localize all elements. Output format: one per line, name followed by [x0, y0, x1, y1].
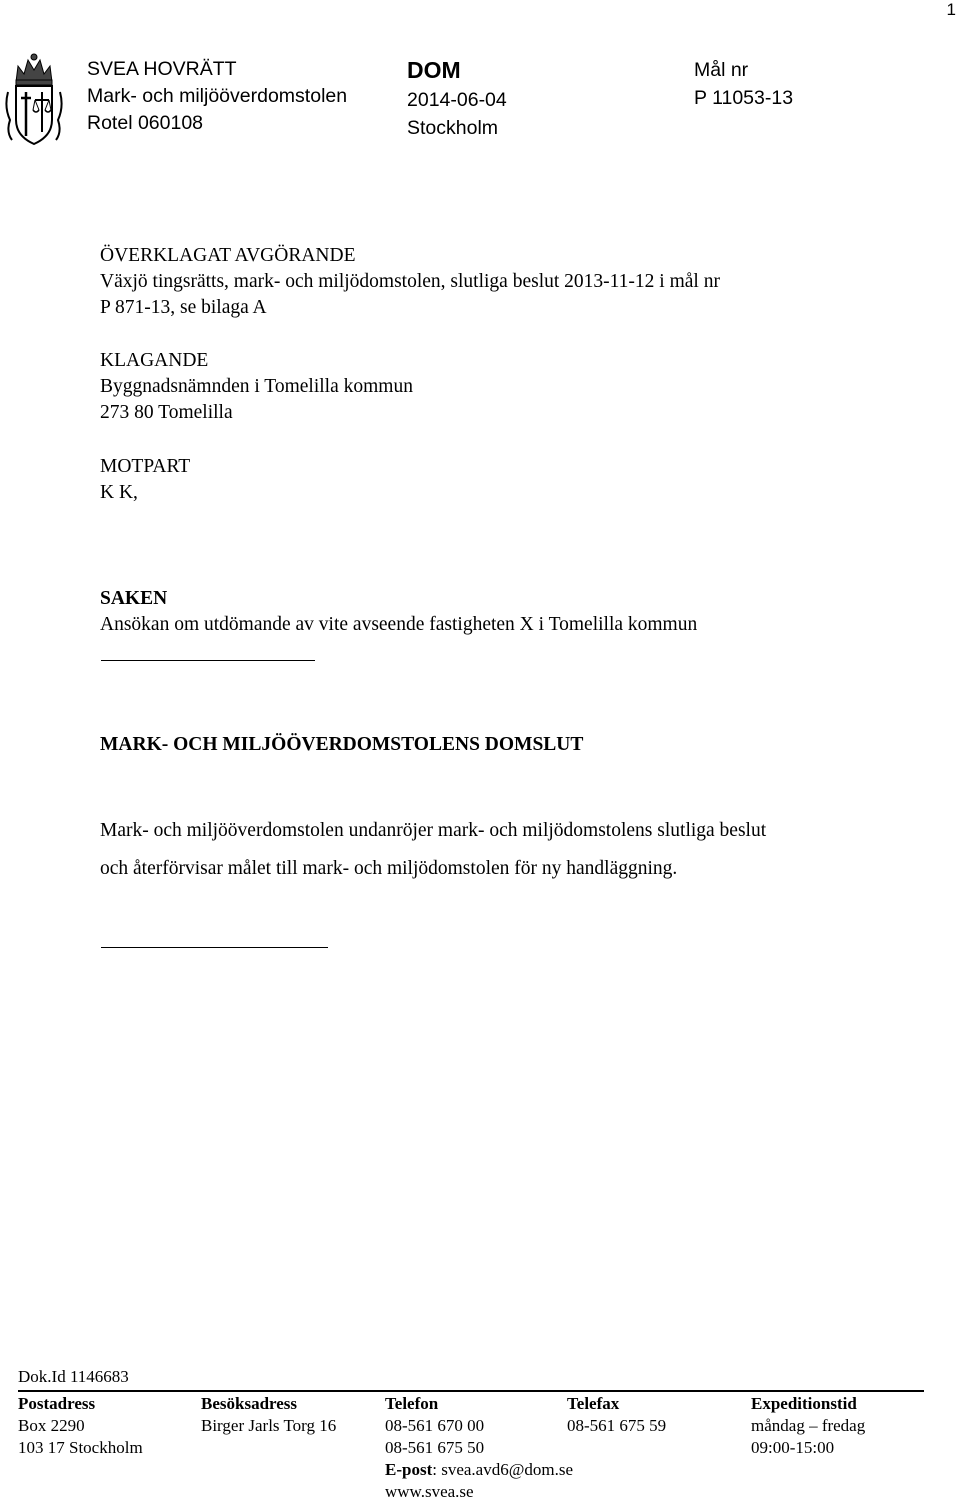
section-divider: [101, 660, 315, 661]
footer-line: Box 2290: [18, 1416, 85, 1435]
appellant-line: Byggnadsnämnden i Tomelilla kommun: [100, 376, 413, 397]
appealed-line: Växjö tingsrätts, mark- och miljödomstolen, slutliga beslut 2013-11-12 i mål nr: [100, 271, 720, 292]
case-label: Mål nr: [694, 59, 749, 81]
document-id: Dok.Id 1146683: [18, 1367, 129, 1386]
footer-line: Birger Jarls Torg 16: [201, 1416, 337, 1435]
appellant-line: 273 80 Tomelilla: [100, 402, 233, 423]
website-link[interactable]: www.svea.se: [385, 1482, 474, 1501]
appealed-decision-section: [100, 243, 720, 321]
ruling-heading: MARK- OCH MILJÖÖVERDOMSTOLENS DOMSLUT: [100, 734, 584, 755]
footer-email: [385, 1459, 573, 1481]
case-number: P 11053-13: [694, 87, 794, 109]
footer-line: måndag – fredag: [751, 1416, 866, 1435]
footer-rule: [18, 1390, 924, 1392]
document-type-block: [407, 55, 507, 142]
ruling-text: [100, 812, 766, 888]
ruling-end-divider: [101, 947, 328, 948]
footer-heading: Besöksadress: [201, 1394, 298, 1413]
footer-line: 08-561 675 59: [567, 1416, 667, 1435]
matter-heading: SAKEN: [100, 588, 168, 609]
page-number: 1: [946, 0, 956, 19]
ruling-line: Mark- och miljööverdomstolen undanröjer mark- och miljödomstolens slutliga beslut: [100, 820, 767, 841]
court-name: SVEA HOVRÄTT: [87, 58, 237, 80]
footer-line: 08-561 675 50: [385, 1438, 485, 1457]
rotel: Rotel 060108: [87, 112, 204, 134]
opponent-heading: MOTPART: [100, 456, 191, 477]
matter-section: [100, 586, 697, 638]
appealed-heading: ÖVERKLAGAT AVGÖRANDE: [100, 245, 356, 266]
footer-heading: Telefon: [385, 1394, 439, 1413]
opponent-line: K K,: [100, 482, 138, 503]
footer-column-phone: [385, 1393, 573, 1503]
appellant-heading: KLAGANDE: [100, 350, 209, 371]
court-division: Mark- och miljööverdomstolen: [87, 85, 348, 107]
document-type: DOM: [407, 57, 461, 83]
footer-line: 09:00-15:00: [751, 1438, 835, 1457]
opponent-section: [100, 454, 190, 506]
footer-column-hours: [751, 1393, 865, 1459]
footer-column-fax: [567, 1393, 666, 1437]
footer-heading: Postadress: [18, 1394, 96, 1413]
document-date: 2014-06-04: [407, 89, 507, 111]
case-number-block: [694, 56, 793, 112]
footer-line: 08-561 670 00: [385, 1416, 485, 1435]
ruling-line: och återförvisar målet till mark- och miljödomstolen för ny handläggning.: [100, 858, 678, 879]
matter-line: Ansökan om utdömande av vite avseende fastigheten X i Tomelilla kommun: [100, 614, 698, 635]
court-header-block: [87, 56, 347, 137]
footer-column-visit: [201, 1393, 336, 1437]
appealed-line: P 871-13, se bilaga A: [100, 297, 267, 318]
footer-heading: Expeditionstid: [751, 1394, 857, 1413]
court-coat-of-arms-icon: [4, 52, 64, 146]
footer-line: 103 17 Stockholm: [18, 1438, 143, 1457]
email-link[interactable]: : svea.avd6@dom.se: [432, 1460, 573, 1479]
appellant-section: [100, 348, 413, 426]
document-city: Stockholm: [407, 117, 499, 139]
footer-column-postal: [18, 1393, 143, 1459]
footer-heading: Telefax: [567, 1394, 620, 1413]
email-label: E-post: [385, 1460, 433, 1479]
